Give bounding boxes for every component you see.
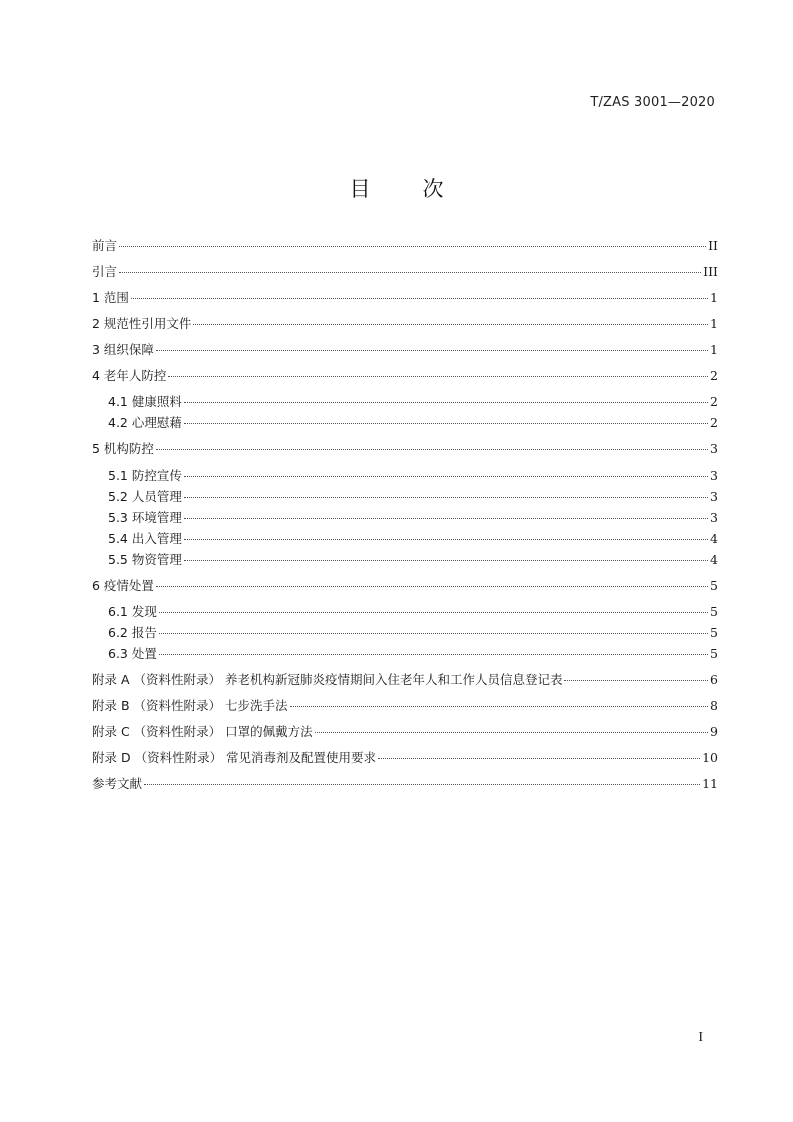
toc-entry-page: 2 [710,368,718,383]
dot-leader [168,376,708,377]
toc-entry-label: 6.3 处置 [108,646,157,661]
toc-entry-page: 3 [710,468,718,483]
toc-entry-page: 3 [710,510,718,525]
dot-leader [290,706,709,707]
toc-entry-page: 2 [710,394,718,409]
toc-entry-label: 3 组织保障 [92,342,154,357]
toc-entry-page: 3 [710,441,718,456]
toc-entry-page: 4 [710,552,718,567]
dot-leader [156,350,708,351]
toc-entry-3[interactable] [92,341,718,359]
dot-leader [159,654,708,655]
toc-entry-label: 4.2 心理慰藉 [108,415,182,430]
toc-entry-page: 1 [710,316,718,331]
toc-entry-5-4[interactable] [108,530,718,548]
toc-entry-page: 3 [710,489,718,504]
toc-entry-references[interactable] [92,775,718,793]
dot-leader [184,518,708,519]
dot-leader [564,680,708,681]
dot-leader [184,497,708,498]
dot-leader [184,402,708,403]
dot-leader [144,784,700,785]
toc-entry-page: 2 [710,415,718,430]
toc-entry-5-5[interactable] [108,551,718,569]
toc-entry-label: 附录 D （资料性附录） 常见消毒剂及配置使用要求 [92,750,377,765]
toc-entry-6-1[interactable] [108,603,718,621]
toc-entry-label: 1 范围 [92,290,129,305]
toc-entry-6-2[interactable] [108,624,718,642]
toc-entry-label: 4 老年人防控 [92,368,167,383]
toc-entry-4-2[interactable] [108,414,718,432]
dot-leader [184,423,708,424]
toc-entry-5-1[interactable] [108,467,718,485]
toc-entry-page: 8 [710,698,718,713]
toc-entry-label: 附录 A （资料性附录） 养老机构新冠肺炎疫情期间入住老年人和工作人员信息登记表 [92,672,563,687]
page-number: I [698,1030,703,1045]
toc-entry-4-1[interactable] [108,393,718,411]
toc-entry-2[interactable] [92,315,718,333]
toc-entry-label: 5.2 人员管理 [108,489,182,504]
toc-entry-appendix-a[interactable] [92,671,718,689]
toc-entry-label: 附录 C （资料性附录） 口罩的佩戴方法 [92,724,313,739]
toc-entry-label: 6.1 发现 [108,604,157,619]
dot-leader [156,449,708,450]
dot-leader [131,298,708,299]
toc-entry-page: 9 [710,724,718,739]
toc-entry-appendix-b[interactable] [92,697,718,715]
dot-leader [119,272,701,273]
toc-entry-preface[interactable] [92,237,718,255]
toc-entry-page: 1 [710,342,718,357]
toc-entry-label: 5 机构防控 [92,441,154,456]
dot-leader [184,476,708,477]
toc-entry-page: 5 [710,604,718,619]
toc-entry-label: 6.2 报告 [108,625,157,640]
toc-entry-introduction[interactable] [92,263,718,281]
toc-entry-label: 5.3 环境管理 [108,510,182,525]
toc-entry-page: II [708,238,718,253]
toc-entry-page: 5 [710,646,718,661]
toc-entry-label: 前言 [92,238,118,253]
toc-entry-label: 5.5 物资管理 [108,552,182,567]
toc-entry-label: 附录 B （资料性附录） 七步洗手法 [92,698,288,713]
toc-entry-label: 5.4 出入管理 [108,531,182,546]
dot-leader [193,324,708,325]
toc-entry-page: 5 [710,625,718,640]
toc-entry-page: III [703,264,718,279]
toc-entry-page: 11 [702,776,718,791]
toc-entry-label: 引言 [92,264,118,279]
toc-entry-1[interactable] [92,289,718,307]
toc-entry-label: 5.1 防控宣传 [108,468,182,483]
toc-entry-page: 5 [710,578,718,593]
toc-entry-label: 2 规范性引用文件 [92,316,192,331]
toc-entry-label: 参考文献 [92,776,143,791]
toc-entry-label: 6 疫情处置 [92,578,154,593]
toc-entry-appendix-d[interactable] [92,749,718,767]
toc-entry-page: 4 [710,531,718,546]
toc-entry-label: 4.1 健康照料 [108,394,182,409]
dot-leader [159,633,708,634]
toc-entry-6-3[interactable] [108,645,718,663]
dot-leader [159,612,708,613]
page-title: 目次 [349,177,496,201]
toc-entry-page: 1 [710,290,718,305]
dot-leader [315,732,708,733]
dot-leader [184,539,708,540]
dot-leader [119,246,706,247]
toc-entry-5-3[interactable] [108,509,718,527]
toc-entry-6[interactable] [92,577,718,595]
toc-entry-4[interactable] [92,367,718,385]
standard-code: T/ZAS 3001—2020 [590,95,715,110]
toc-entry-5[interactable] [92,440,718,458]
toc-entry-5-2[interactable] [108,488,718,506]
toc-entry-appendix-c[interactable] [92,723,718,741]
dot-leader [378,758,700,759]
dot-leader [156,586,708,587]
dot-leader [184,560,708,561]
toc-entry-page: 10 [702,750,718,765]
toc-entry-page: 6 [710,672,718,687]
